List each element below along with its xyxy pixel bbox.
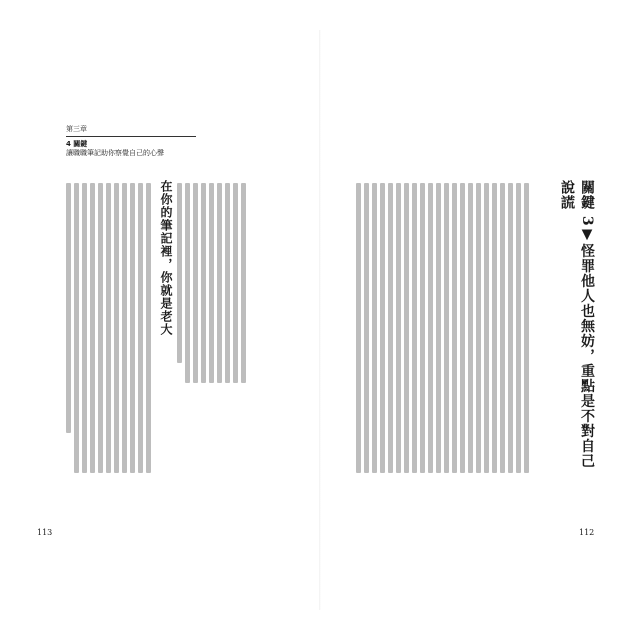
body-line — [177, 183, 182, 363]
body-line — [82, 183, 87, 473]
body-line — [372, 183, 377, 473]
body-line — [500, 183, 505, 473]
chapter-label-text: 第三章 — [66, 125, 87, 133]
body-line — [460, 183, 465, 473]
page-number-right: 112 — [579, 528, 595, 537]
key-heading: 關鍵 3▼怪罪他人也無妨，重點是不對自己說謊 — [559, 180, 595, 469]
body-line — [396, 183, 401, 473]
chapter-label — [66, 125, 196, 158]
body-line — [468, 183, 473, 473]
body-line — [98, 183, 103, 473]
body-line — [508, 183, 513, 473]
page-number-left: 113 — [37, 528, 53, 537]
body-line — [90, 183, 95, 473]
body-line — [138, 183, 143, 473]
body-line — [524, 183, 529, 473]
body-line — [193, 183, 198, 383]
body-line — [209, 183, 214, 383]
body-line — [404, 183, 409, 473]
body-line — [106, 183, 111, 473]
body-line — [412, 183, 417, 473]
body-line — [225, 183, 230, 383]
body-line — [241, 183, 246, 383]
body-line — [201, 183, 206, 383]
body-line — [146, 183, 151, 473]
body-line — [66, 183, 71, 433]
body-line — [452, 183, 457, 473]
body-line — [428, 183, 433, 473]
body-text-upper — [177, 183, 246, 383]
body-line — [217, 183, 222, 383]
body-line — [233, 183, 238, 383]
body-line — [74, 183, 79, 473]
body-text-lower — [66, 183, 151, 473]
body-line — [380, 183, 385, 473]
body-line — [492, 183, 497, 473]
right-page — [321, 0, 640, 640]
chapter-number: 4 關鍵 — [66, 140, 88, 148]
body-line — [388, 183, 393, 473]
body-line — [114, 183, 119, 473]
body-line — [420, 183, 425, 473]
body-line — [436, 183, 441, 473]
body-line — [356, 183, 361, 473]
body-line — [516, 183, 521, 473]
body-line — [185, 183, 190, 383]
section-heading: 在你的筆記裡，你就是老大 — [159, 180, 173, 336]
left-page — [0, 0, 319, 640]
chapter-rule — [66, 136, 196, 137]
body-line — [484, 183, 489, 473]
body-text — [356, 183, 529, 473]
body-line — [130, 183, 135, 473]
chapter-subtitle: 讓職職筆記助你察覺自己的心聲 — [66, 149, 164, 157]
body-line — [476, 183, 481, 473]
body-line — [364, 183, 369, 473]
body-line — [444, 183, 449, 473]
body-line — [122, 183, 127, 473]
